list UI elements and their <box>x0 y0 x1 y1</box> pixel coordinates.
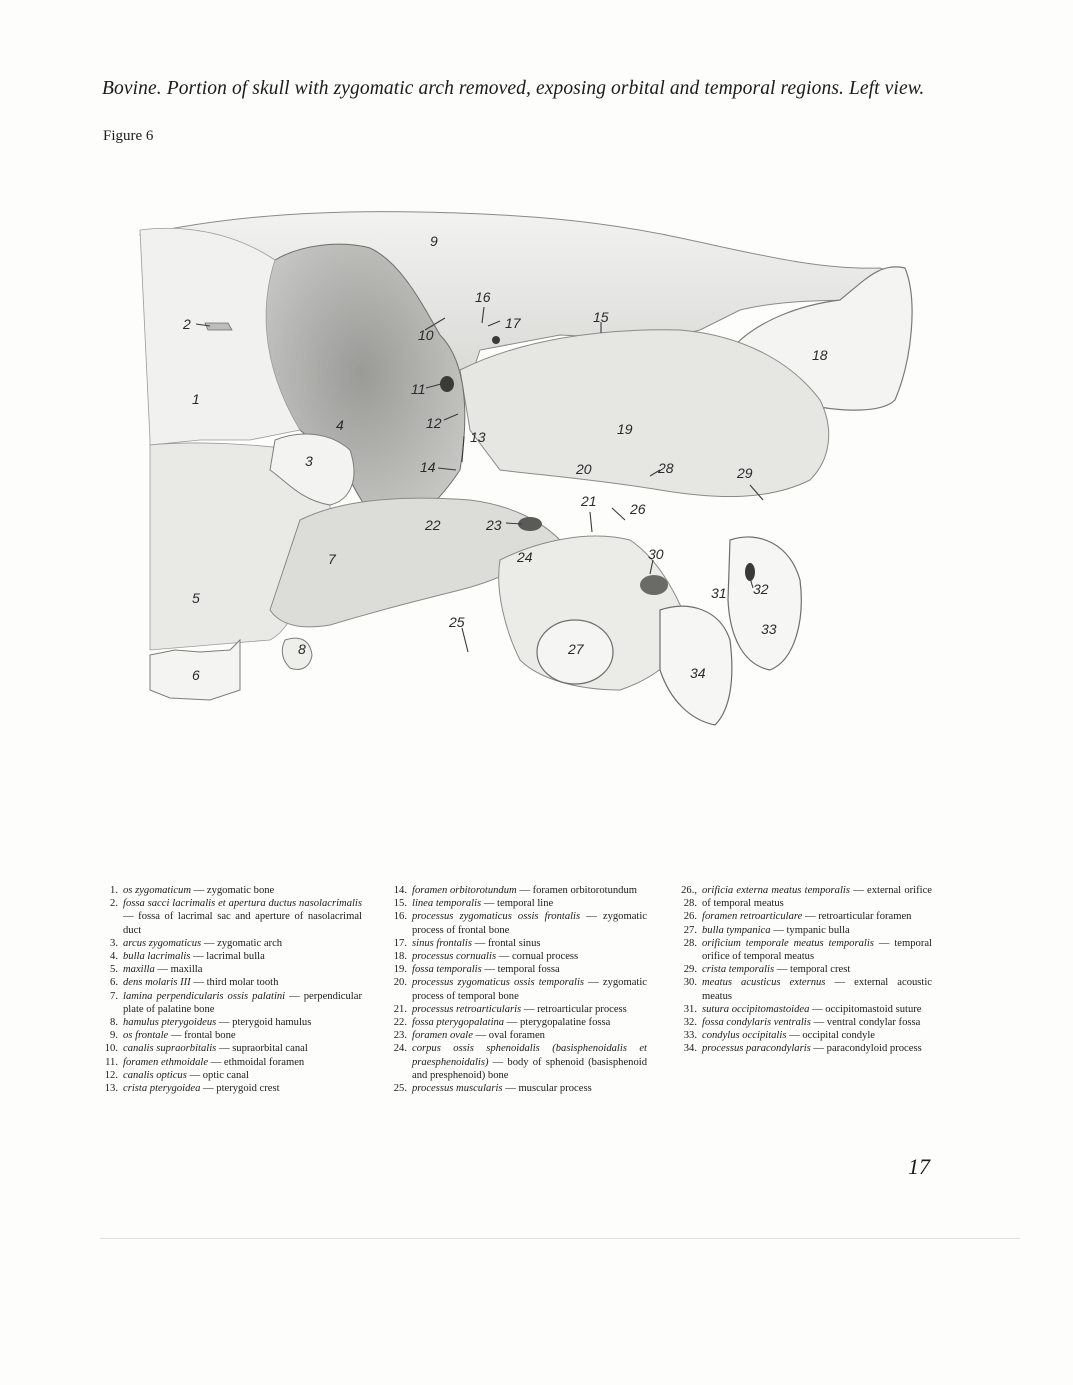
legend-text <box>702 884 932 910</box>
legend-number: 22. <box>393 1017 407 1029</box>
legend-number: 20. <box>393 977 407 989</box>
legend-text <box>123 963 362 976</box>
legend-english-term: — zygomatic process of temporal bone <box>412 977 647 1002</box>
label-32: 32 <box>753 581 769 597</box>
legend-item <box>96 937 362 950</box>
legend-latin-term: canalis supraorbitalis <box>123 1043 217 1055</box>
label-6: 6 <box>192 667 200 683</box>
legend-english-term: — external orifice of temporal meatus <box>702 885 932 910</box>
legend-latin-term: processus zygomaticus ossis temporalis <box>412 977 585 989</box>
legend-english-term: — zygomatic process of frontal bone <box>412 911 647 936</box>
legend-number: 13. <box>104 1083 118 1095</box>
figure-title: Bovine. Portion of skull with zygomatic arch removed, exposing orbital and temporal regions. Left view. <box>102 78 925 99</box>
legend-item <box>383 1003 647 1016</box>
legend-number: 15. <box>393 898 407 910</box>
legend-latin-term: sinus frontalis <box>412 937 472 949</box>
legend-english-term: — fossa of lacrimal sac and aperture of nasolacrimal duct <box>123 911 362 936</box>
legend-number: 5. <box>110 964 118 976</box>
legend-latin-term: fossa sacci lacrimalis et apertura ductus nasolacrimalis <box>123 898 362 910</box>
legend-english-term: — occipitomastoid suture <box>809 1003 922 1015</box>
legend-text <box>412 976 647 1002</box>
legend-english-term: — lacrimal bulla <box>190 951 265 963</box>
legend-english-term: — cornual process <box>496 951 579 963</box>
legend-english-term: — perpendicular plate of palatine bone <box>123 990 362 1015</box>
legend-number: 4. <box>110 951 118 963</box>
label-18: 18 <box>812 347 828 363</box>
legend-number: 7. <box>110 990 118 1002</box>
legend-english-term: — temporal crest <box>774 964 851 976</box>
legend-text <box>702 1042 932 1055</box>
legend-item <box>668 1016 932 1029</box>
legend-item <box>96 1016 362 1029</box>
legend-item <box>383 884 647 897</box>
legend-latin-term: foramen retroarticulare <box>702 911 803 923</box>
legend-text <box>412 1042 647 1082</box>
label-26: 26 <box>630 501 646 517</box>
occipital-condyle-shape <box>728 537 801 670</box>
legend-english-term: — pterygoid crest <box>200 1083 280 1095</box>
legend-item <box>96 1082 362 1095</box>
label-12: 12 <box>426 415 442 431</box>
legend-latin-term: sutura occipitomastoidea <box>702 1003 810 1015</box>
legend-latin-term: lamina perpendicularis ossis palatini <box>123 990 286 1002</box>
legend-latin-term: orificia externa meatus temporalis <box>702 885 850 896</box>
legend-number: 30. <box>683 977 697 989</box>
acoustic-meatus-shape <box>640 575 668 595</box>
legend-number: 10. <box>104 1043 118 1055</box>
legend-number: 6. <box>110 977 118 989</box>
legend-number: 11. <box>105 1056 118 1068</box>
legend-item <box>96 884 362 897</box>
legend-text <box>702 963 932 976</box>
legend-number: 3. <box>110 937 118 949</box>
legend-item <box>668 884 932 910</box>
legend-item <box>96 1056 362 1069</box>
legend-item <box>668 910 932 923</box>
label-2: 2 <box>183 316 191 332</box>
legend-english-term: — temporal line <box>481 898 554 910</box>
legend-english-term: — ethmoidal foramen <box>208 1056 305 1068</box>
legend-latin-term: bulla tympanica <box>702 924 771 936</box>
legend-english-term: — frontal sinus <box>471 937 541 949</box>
legend-english-term: — retroarticular process <box>521 1003 627 1015</box>
page-edge <box>100 1238 1020 1239</box>
legend-latin-term: fossa temporalis <box>412 964 482 976</box>
label-33: 33 <box>761 621 777 637</box>
label-27: 27 <box>568 641 584 657</box>
page-number: 17 <box>908 1154 930 1179</box>
legend-text <box>702 924 932 937</box>
label-9: 9 <box>430 233 438 249</box>
legend-latin-term: corpus ossis sphenoidalis (basisphenoidalis et praesphenoidalis) <box>412 1043 647 1068</box>
legend-text <box>412 963 647 976</box>
legend-latin-term: dens molaris III <box>123 977 191 989</box>
legend-number: 19. <box>393 964 407 976</box>
label-17: 17 <box>505 315 521 331</box>
legend-item <box>383 1082 647 1095</box>
label-30: 30 <box>648 546 664 562</box>
legend-english-term: — ventral condylar fossa <box>810 1017 921 1029</box>
legend-item <box>96 990 362 1016</box>
legend-english-term: — frontal bone <box>168 1030 236 1042</box>
label-8: 8 <box>298 641 306 657</box>
legend-number: 31. <box>683 1003 697 1015</box>
legend-english-term: — zygomatic bone <box>190 885 275 896</box>
legend-number: 34. <box>683 1043 697 1055</box>
legend-latin-term: maxilla <box>123 964 155 976</box>
legend-number: 21. <box>393 1003 407 1015</box>
legend-item <box>668 937 932 963</box>
legend-number: 29. <box>683 964 697 976</box>
label-1: 1 <box>192 391 200 407</box>
legend-text <box>123 897 362 937</box>
legend-latin-term: bulla lacrimalis <box>123 951 191 963</box>
legend-latin-term: fossa pterygopalatina <box>412 1017 505 1029</box>
label-15: 15 <box>593 309 609 325</box>
legend-text <box>412 910 647 936</box>
legend-latin-term: foramen orbitorotundum <box>412 885 517 896</box>
legend-latin-term: canalis opticus <box>123 1069 187 1081</box>
legend-latin-term: crista temporalis <box>702 964 775 976</box>
legend-english-term: — temporal fossa <box>481 964 560 976</box>
legend-number: 23. <box>393 1030 407 1042</box>
legend-text <box>412 1016 647 1029</box>
legend-number: 27. <box>683 924 697 936</box>
label-19: 19 <box>617 421 633 437</box>
legend-english-term: — zygomatic arch <box>201 937 283 949</box>
lacrimal-aperture-shape <box>205 323 232 330</box>
legend-english-term: — temporal orifice of temporal meatus <box>702 937 932 963</box>
legend-item <box>383 1042 647 1082</box>
label-22: 22 <box>425 517 441 533</box>
legend-number: 16. <box>393 911 407 923</box>
legend-item <box>668 976 932 1002</box>
legend-number: 14. <box>393 885 407 896</box>
label-24: 24 <box>517 549 533 565</box>
legend-english-term: — paracondyloid process <box>810 1043 922 1055</box>
label-7: 7 <box>328 551 336 567</box>
label-29: 29 <box>737 465 753 481</box>
label-10: 10 <box>418 327 434 343</box>
ethmoidal-foramen-shape <box>440 376 454 392</box>
label-25: 25 <box>449 614 465 630</box>
legend-item <box>96 976 362 989</box>
label-28: 28 <box>658 460 674 476</box>
legend-text <box>123 1056 362 1069</box>
legend-item <box>96 1042 362 1055</box>
legend-item <box>383 976 647 1002</box>
legend-text <box>123 1016 362 1029</box>
legend-item <box>668 1029 932 1042</box>
label-23: 23 <box>486 517 502 533</box>
legend-column-3 <box>668 884 932 1056</box>
legend-text <box>702 1029 932 1042</box>
legend-latin-term: processus retroarticularis <box>412 1003 522 1015</box>
legend-item <box>383 1016 647 1029</box>
legend-latin-term: os zygomaticum <box>123 885 191 896</box>
legend-text <box>123 976 362 989</box>
frontal-sinus-shape <box>492 336 500 344</box>
legend-text <box>702 910 932 923</box>
legend-english-term: — external acoustic meatus <box>702 977 932 1002</box>
legend-item <box>383 963 647 976</box>
legend-item <box>668 1003 932 1016</box>
legend-latin-term: meatus acusticus externus <box>702 977 826 989</box>
legend-text <box>412 937 647 950</box>
legend-english-term: — tympanic bulla <box>770 924 850 936</box>
legend-text <box>412 950 647 963</box>
legend-english-term: — muscular process <box>502 1083 592 1095</box>
legend-item <box>96 950 362 963</box>
legend-text <box>123 1069 362 1082</box>
label-11: 11 <box>411 381 426 397</box>
legend-number: 26. <box>683 911 697 923</box>
legend-text <box>123 1029 362 1042</box>
legend-item <box>668 1042 932 1055</box>
legend-text <box>702 1003 932 1016</box>
legend-number: 1. <box>110 885 118 896</box>
label-20: 20 <box>576 461 592 477</box>
legend-latin-term: arcus zygomaticus <box>123 937 202 949</box>
legend-text <box>123 1082 362 1095</box>
legend-latin-term: processus paracondylaris <box>702 1043 811 1055</box>
figure-number: Figure 6 <box>103 128 154 144</box>
legend-latin-term: orificium temporale meatus temporalis <box>702 937 874 949</box>
label-4: 4 <box>336 417 344 433</box>
legend-text <box>412 884 647 897</box>
legend-latin-term: processus cornualis <box>412 951 497 963</box>
legend-english-term: — pterygopalatine fossa <box>504 1017 611 1029</box>
legend-number: 2. <box>110 898 118 910</box>
legend-number: 17. <box>393 937 407 949</box>
legend-text <box>702 976 932 1002</box>
legend-number: 32. <box>683 1017 697 1029</box>
legend-latin-term: os frontale <box>123 1030 169 1042</box>
legend-latin-term: fossa condylaris ventralis <box>702 1017 811 1029</box>
label-5: 5 <box>192 590 200 606</box>
legend-item <box>383 937 647 950</box>
legend-latin-term: linea temporalis <box>412 898 482 910</box>
legend-text <box>412 897 647 910</box>
legend-item <box>383 1029 647 1042</box>
legend-item <box>96 1029 362 1042</box>
legend-number: 18. <box>393 951 407 963</box>
legend-number: 33. <box>683 1030 697 1042</box>
legend-latin-term: foramen ethmoidale <box>123 1056 209 1068</box>
legend-english-term: — body of sphenoid (basisphenoid and presphenoid) bone <box>412 1056 647 1081</box>
legend-item <box>383 950 647 963</box>
legend-number: 28. <box>683 937 697 949</box>
legend-latin-term: processus zygomaticus ossis frontalis <box>412 911 581 923</box>
legend-english-term: — supraorbital canal <box>216 1043 308 1055</box>
legend-english-term: — occipital condyle <box>786 1030 875 1042</box>
legend-number: 25. <box>393 1083 407 1095</box>
legend-item <box>96 1069 362 1082</box>
legend-text <box>123 937 362 950</box>
legend-column-2 <box>383 884 647 1095</box>
legend-latin-term: foramen ovale <box>412 1030 473 1042</box>
legend-item <box>383 897 647 910</box>
legend-latin-term: condylus occipitalis <box>702 1030 787 1042</box>
label-16: 16 <box>475 289 491 305</box>
label-13: 13 <box>470 429 486 445</box>
legend-english-term: — optic canal <box>186 1069 249 1081</box>
legend-latin-term: processus muscularis <box>412 1083 503 1095</box>
legend-english-term: — retroarticular foramen <box>802 911 912 923</box>
legend-text <box>702 1016 932 1029</box>
legend-english-term: — third molar tooth <box>190 977 279 989</box>
legend-english-term: — foramen orbitorotundum <box>516 885 638 896</box>
legend-column-1 <box>96 884 362 1095</box>
label-14: 14 <box>420 459 436 475</box>
legend-item <box>96 963 362 976</box>
legend-number: 26., 28. <box>681 885 697 910</box>
legend-latin-term: hamulus pterygoideus <box>123 1017 217 1029</box>
legend-number: 9. <box>110 1030 118 1042</box>
legend-latin-term: crista pterygoidea <box>123 1083 201 1095</box>
legend-item <box>96 897 362 937</box>
legend-item <box>668 924 932 937</box>
label-31: 31 <box>711 585 727 601</box>
legend-text <box>123 990 362 1016</box>
label-3: 3 <box>305 453 313 469</box>
legend-text <box>412 1003 647 1016</box>
legend-text <box>123 1042 362 1055</box>
legend-text <box>123 950 362 963</box>
legend-number: 12. <box>104 1069 118 1081</box>
legend-number: 8. <box>110 1017 118 1029</box>
legend-text <box>412 1029 647 1042</box>
legend-english-term: — pterygoid hamulus <box>216 1017 312 1029</box>
legend-number: 24. <box>393 1043 407 1055</box>
legend-english-term: — maxilla <box>154 964 203 976</box>
legend-text <box>702 937 932 963</box>
label-21: 21 <box>581 493 597 509</box>
label-34: 34 <box>690 665 706 681</box>
legend-text <box>412 1082 647 1095</box>
legend-item <box>383 910 647 936</box>
legend-english-term: — oval foramen <box>472 1030 545 1042</box>
legend-item <box>668 963 932 976</box>
legend-text <box>123 884 362 897</box>
